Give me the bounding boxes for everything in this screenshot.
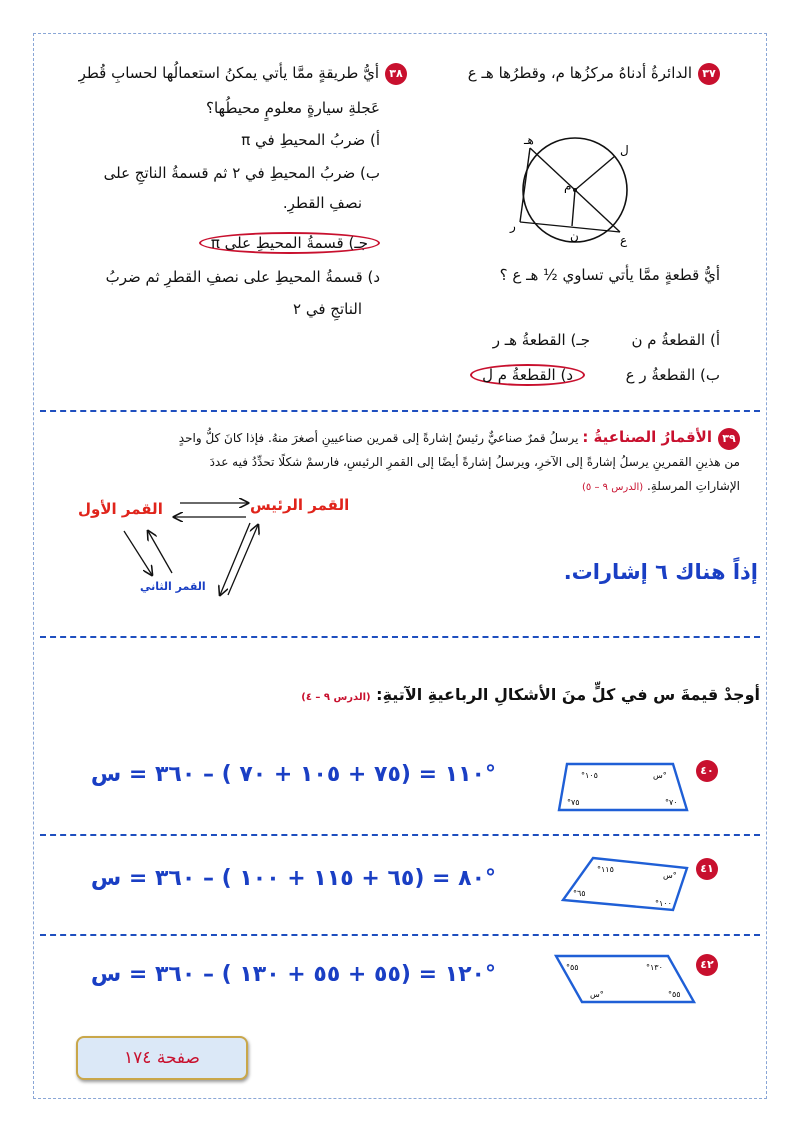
svg-text:°١٠٥: °١٠٥ bbox=[581, 771, 598, 780]
main-satellite-label: القمر الرئيس bbox=[250, 496, 350, 514]
q38-option-b: ب) ضربُ المحيطِ في ٢ ثم قسمةُ الناتجِ على bbox=[103, 164, 380, 182]
svg-text:ع: ع bbox=[620, 233, 628, 247]
q38-option-d: د) قسمةُ المحيطِ على نصفِ القطرِ ثم ضربُ bbox=[105, 268, 380, 286]
q38-option-c: جـ) قسمةُ المحيطِ على π bbox=[160, 228, 380, 258]
svg-text:ل: ل bbox=[620, 143, 629, 157]
q37-option-a: أ) القطعةُ م ن bbox=[631, 331, 720, 349]
svg-text:°١١٥: °١١٥ bbox=[597, 865, 614, 874]
svg-text:س°: س° bbox=[590, 990, 604, 999]
divider-4 bbox=[40, 934, 760, 936]
svg-text:ر: ر bbox=[510, 219, 516, 233]
svg-text:°١٣٠: °١٣٠ bbox=[646, 963, 663, 972]
q38-stem: ٣٨أيُّ طريقةٍ ممَّا يأتي يمكنُ استعمالُها لحسابِ قُطرِ bbox=[62, 58, 407, 88]
q39-text: ٣٩الأقمارُ الصناعيةُ : يرسلُ قمرٌ صناعيٌّ رئيسٌ إشارةً إلى قمرين صناعيينِ أصغرَ منهُ. فإذا كانَ كلُّ واحدٍ من هذينِ القمرينِ يرسلُ إشارةً إلى الآخرِ، ويرسلُ إشارةً أيضًا إلى القمرِ الرئيسِ، فارسمْ شكلًا تحدِّدُ فيه عددَ الإشاراتِ المرسلةِ. (الدرس ٩ – ٥) bbox=[178, 428, 740, 493]
svg-text:°٥٥: °٥٥ bbox=[566, 963, 579, 972]
q38-number: ٣٨ bbox=[385, 63, 407, 85]
q39-answer: إذاً هناك ٦ إشارات. bbox=[563, 560, 758, 584]
q40-number: ٤٠ bbox=[696, 760, 718, 782]
divider-2 bbox=[40, 636, 760, 638]
q37-option-c: جـ) القطعةُ هـ ر bbox=[492, 331, 590, 349]
q37-question: أيُّ قطعةٍ ممَّا يأتي تساوي ½ هـ ع ؟ bbox=[499, 266, 720, 284]
q37-stem: ٣٧الدائرةُ أدناهُ مركزُها م، وقطرُها هـ ع bbox=[420, 58, 720, 88]
q41-number: ٤١ bbox=[696, 858, 718, 880]
svg-text:م: م bbox=[564, 179, 572, 193]
q37-option-d: د) القطعةُ م ل bbox=[445, 360, 585, 390]
circle-diagram bbox=[490, 130, 670, 250]
q41-equation: °٨٠ = (٦٥ + ١١٥ + ١٠٠ ) – ٣٦٠ = س bbox=[90, 866, 496, 891]
q40-equation: °١١٠ = (٧٥ + ١٠٥ + ٧٠ ) – ٣٦٠ = س bbox=[90, 762, 496, 787]
first-satellite-label: القمر الأول bbox=[78, 500, 163, 518]
svg-text:°٥٥: °٥٥ bbox=[668, 990, 681, 999]
q42-number: ٤٢ bbox=[696, 954, 718, 976]
q38-option-a: أ) ضربُ المحيطِ في π bbox=[241, 131, 380, 149]
q39-number: ٣٩ bbox=[718, 428, 740, 450]
q42-equation: °١٢٠ = (٥٥ + ٥٥ + ١٣٠ ) – ٣٦٠ = س bbox=[90, 962, 496, 987]
svg-text:س°: س° bbox=[653, 771, 667, 780]
q37-option-b: ب) القطعةُ ر ع bbox=[625, 366, 720, 384]
q38-option-d-2: الناتجِ في ٢ bbox=[293, 300, 362, 318]
svg-text:ن: ن bbox=[570, 229, 579, 243]
svg-text:س°: س° bbox=[663, 871, 677, 880]
q38-option-b-2: نصفِ القطرِ. bbox=[282, 194, 362, 212]
q38-stem-2: عَجلةِ سيارةٍ معلومٍ محيطُها؟ bbox=[206, 99, 380, 117]
q41-shape bbox=[555, 852, 695, 916]
svg-text:°٧٥: °٧٥ bbox=[567, 798, 580, 807]
page-number-badge: صفحة ١٧٤ bbox=[76, 1036, 248, 1080]
svg-text:°٧٠: °٧٠ bbox=[665, 798, 678, 807]
q40-shape bbox=[555, 758, 695, 818]
second-satellite-label: القمر الثاني bbox=[140, 580, 206, 593]
q42-shape bbox=[550, 950, 700, 1010]
q37-number: ٣٧ bbox=[698, 63, 720, 85]
svg-text:°٦٥: °٦٥ bbox=[573, 889, 586, 898]
svg-text:°١٠٠: °١٠٠ bbox=[655, 899, 672, 908]
section-instruction: أوجدْ قيمةَ س في كلٍّ منَ الأشكالِ الرباعيةِ الآتيةِ: (الدرس ٩ – ٤) bbox=[301, 685, 760, 704]
divider-3 bbox=[40, 834, 760, 836]
divider-1 bbox=[40, 410, 760, 412]
satellite-arrows bbox=[100, 495, 290, 605]
svg-text:هـ: هـ bbox=[524, 133, 534, 147]
